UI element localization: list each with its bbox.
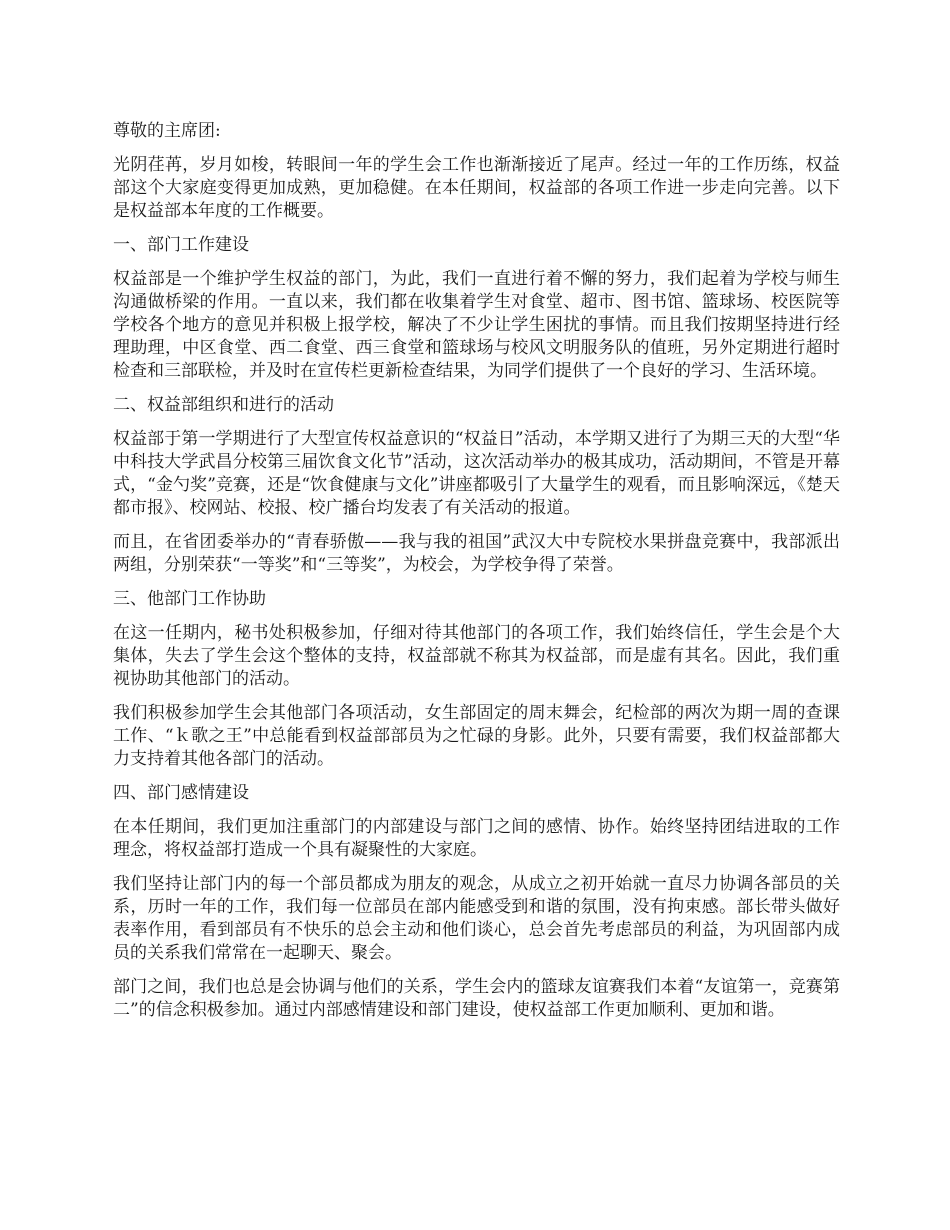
section-4-paragraph-3: 部门之间，我们也总是会协调与他们的关系，学生会内的篮球友谊赛我们本着“友谊第一，竞赛第二”的信念积极参加。通过内部感情建设和部门建设，使权益部工作更加顺利、更加和谐。 [113, 977, 840, 1020]
section-2-paragraph-1: 权益部于第一学期进行了大型宣传权益意识的“权益日”活动，本学期又进行了为期三天的大型“华中科技大学武昌分校第三届饮食文化节”活动，这次活动举办的极其成功，活动期间，不管是开幕式，“金勺奖”竞赛，还是“饮食健康与文化”讲座都吸引了大量学生的观看，而且影响深远，《楚天都市报》、校网站、校报、校广播台均发表了有关活动的报道。 [113, 429, 840, 518]
document-page [113, 120, 840, 1033]
section-heading-1: 一、部门工作建设 [113, 235, 249, 255]
section-4-paragraph-1: 在本任期间，我们更加注重部门的内部建设与部门之间的感情、协作。始终坚持团结进取的工作理念，将权益部打造成一个具有凝聚性的大家庭。 [113, 817, 840, 860]
salutation: 尊敬的主席团: [113, 121, 221, 141]
section-2-paragraph-2: 而且，在省团委举办的“青春骄傲——我与我的祖国”武汉大中专院校水果拼盘竞赛中，我部派出两组，分别荣获“一等奖”和“三等奖”，为校会，为学校争得了荣誉。 [113, 532, 840, 575]
section-heading-3: 三、他部门工作协助 [113, 589, 266, 609]
section-1-paragraph-1: 权益部是一个维护学生权益的部门，为此，我们一直进行着不懈的努力，我们起着为学校与师生沟通做桥梁的作用。一直以来，我们都在收集着学生对食堂、超市、图书馆、篮球场、校医院等学校各个地方的意见并积极上报学校，解决了不少让学生困扰的事情。而且我们按期坚持进行经理助理，中区食堂、西二食堂、西三食堂和篮球场与校风文明服务队的值班，另外定期进行超时检查和三部联检，并及时在宣传栏更新检查结果，为同学们提供了一个良好的学习、生活环境。 [113, 269, 840, 381]
section-3-paragraph-1: 在这一任期内，秘书处积极参加，仔细对待其他部门的各项工作，我们始终信任，学生会是个大集体，失去了学生会这个整体的支持，权益部就不称其为权益部，而是虚有其名。因此，我们重视协助其他部门的活动。 [113, 623, 840, 689]
section-4-paragraph-2: 我们坚持让部门内的每一个部员都成为朋友的观念，从成立之初开始就一直尽力协调各部员的关系，历时一年的工作，我们每一位部员在部内能感受到和谐的氛围，没有拘束感。部长带头做好表率作用，看到部员有不快乐的总会主动和他们谈心，总会首先考虑部员的利益，为巩固部内成员的关系我们常常在一起聊天、聚会。 [113, 874, 840, 963]
section-heading-2: 二、权益部组织和进行的活动 [113, 395, 334, 415]
section-3-paragraph-2: 我们积极参加学生会其他部门各项活动，女生部固定的周末舞会，纪检部的两次为期一周的查课工作、“ｋ歌之王”中总能看到权益部部员为之忙碌的身影。此外，只要有需要，我们权益部都大力支持着其他各部门的活动。 [113, 703, 840, 769]
intro-paragraph: 光阴荏苒，岁月如梭，转眼间一年的学生会工作也渐渐接近了尾声。经过一年的工作历练，权益部这个大家庭变得更加成熟，更加稳健。在本任期间，权益部的各项工作进一步走向完善。以下是权益部本年度的工作概要。 [113, 155, 840, 221]
section-heading-4: 四、部门感情建设 [113, 783, 249, 803]
